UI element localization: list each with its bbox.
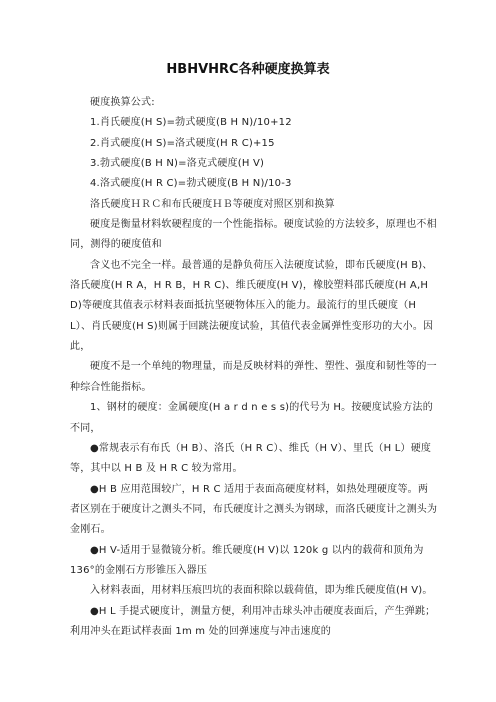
bullet-hl: ●H L 手提式硬度计，测量方便，利用冲击球头冲击硬度表面后，产生弹跳；利用冲头在距试样表面 1m m 处的回弹速度与冲击速度的 bbox=[70, 605, 436, 637]
paragraph-subheading: 洛氏硬度ＨＲＣ和布氏硬度ＨＢ等硬度对照区别和换算 bbox=[90, 198, 335, 210]
paragraph-formula-1: 1.肖氏硬度(H S)=勃式硬度(B H N)/10+12 bbox=[90, 117, 292, 129]
paragraph-formula-heading: 硬度换算公式: bbox=[90, 97, 155, 108]
paragraph-formula-3: 3.勃式硬度(B H N)=洛克式硬度(H V) bbox=[90, 158, 265, 170]
document-title: HBHVHRC各种硬度换算表 bbox=[166, 62, 330, 77]
paragraph-hardness-definition: 硬度不是一个单纯的物理量，而是反映材料的弹性、塑性、强度和韧性等的一种综合性能指标。 bbox=[70, 361, 437, 393]
paragraph-formula-2: 2.肖式硬度(H S)=洛式硬度(H R C)+15 bbox=[90, 137, 275, 149]
paragraph-hardness-intro: 硬度是衡量材料软硬程度的一个性能指标。硬度试验的方法较多，原理也不相同，测得的硬度值和 bbox=[70, 219, 437, 251]
bullet-hv: ●H V-适用于显微镜分析。维氏硬度(H V)以 120k g 以内的载荷和顶角为 136°的金刚石方形锥压入器压 bbox=[70, 544, 424, 576]
paragraph-formula-4: 4.洛式硬度(H R C)=勃式硬度(B H N)/10-3 bbox=[90, 178, 292, 190]
bullet-hb-hrc: ●H B 应用范围较广，H R C 适用于表面高硬度材料，如热处理硬度等。两者区别在于硬度计之测头不同，布氏硬度计之测头为钢球，而洛氏硬度计之测头为金刚石。 bbox=[70, 483, 438, 536]
paragraph-hv-value: 入材料表面，用材料压痕凹坑的表面积除以载荷值，即为维氏硬度值(H V)。 bbox=[90, 585, 433, 597]
paragraph-hardness-methods: 含义也不完全一样。最普通的是静负荷压入法硬度试验，即布氏硬度(H B)、洛氏硬度(H R A，H R B，H R C)、维氏硬度(H V)，橡胶塑料邵氏硬度(H A,H D)等硬度其值表示材料表面抵抗坚硬物体压入的能力。最流行的里氏硬度（H L）、肖氏硬度(H S)则属于回跳法硬度试验，其值代表金属弹性变形功的大小。因此， bbox=[70, 259, 434, 353]
bullet-common-scales: ●常规表示有布氏（H B）、洛氏（H R C）、维氏（H V）、里氏（H L）硬度等，其中以 H B 及 H R C 较为常用。 bbox=[70, 442, 432, 475]
paragraph-steel-hardness: 1、钢材的硬度：金属硬度(H a r d n e s s)的代号为 H。按硬度试验方法的不同， bbox=[70, 402, 433, 434]
document-body bbox=[70, 93, 438, 642]
